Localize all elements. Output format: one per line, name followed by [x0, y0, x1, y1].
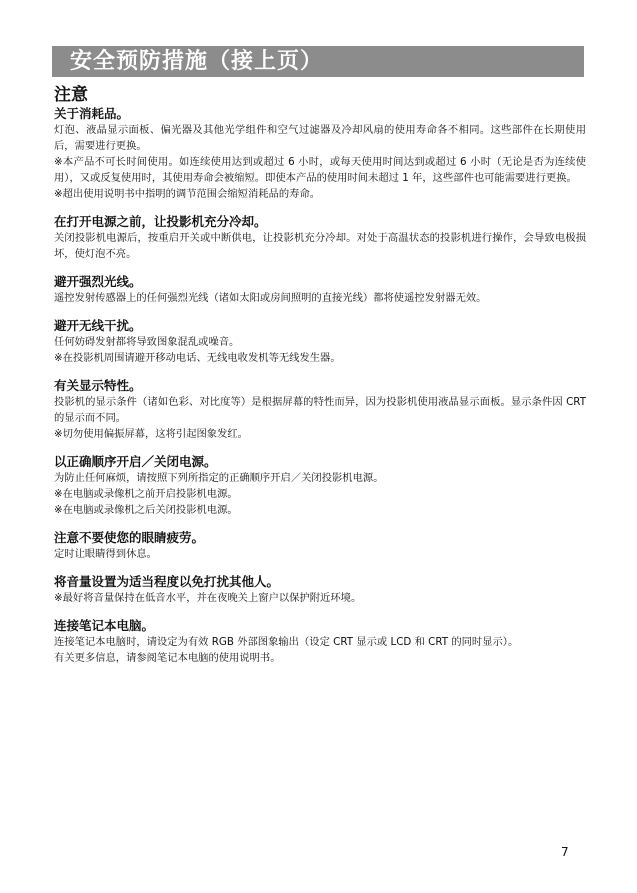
- section-eye-strain: [54, 530, 586, 562]
- paragraph: 遥控发射传感器上的任何强烈光线（诸如太阳或房间照明的直接光线）都将使遥控发射器无效。: [54, 292, 487, 304]
- section-title: 以正确顺序开启／关闭电源。: [54, 454, 217, 469]
- paragraph: ※在电脑或录像机之前开启投影机电源。: [54, 488, 238, 500]
- section-title: 连接笔记本电脑。: [54, 618, 155, 633]
- section-display-characteristics: [54, 378, 586, 442]
- note-heading: 注意: [54, 85, 88, 105]
- section-title: 避开无线干扰。: [54, 318, 142, 333]
- paragraph: ※最好将音量保持在低音水平，并在夜晚关上窗户以保护附近环境。: [54, 592, 362, 604]
- paragraph: ※超出使用说明书中指明的调节范围会缩短消耗品的寿命。: [54, 188, 321, 200]
- section-power-sequence: [54, 454, 586, 518]
- section-banner: [52, 46, 584, 77]
- paragraph: ※切勿使用偏振屏幕，这将引起图象发红。: [54, 428, 248, 440]
- section-title: 避开强烈光线。: [54, 274, 142, 289]
- section-radio-interference: [54, 318, 586, 366]
- section-cooling: [54, 214, 586, 262]
- section-strong-light: [54, 274, 586, 306]
- section-volume: [54, 574, 586, 606]
- section-title: 关于消耗品。: [54, 106, 130, 121]
- paragraph: 有关更多信息，请参阅笔记本电脑的使用说明书。: [54, 652, 281, 664]
- paragraph: 连接笔记本电脑时，请设定为有效 RGB 外部图象输出（设定 CRT 显示或 LCD 和 CRT 的同时显示）。: [54, 636, 519, 648]
- paragraph: 投影机的显示条件（诸如色彩、对比度等）是根据屏幕的特性而异，因为投影机使用液晶显示面板。显示条件因 CRT 的显示而不同。: [54, 396, 586, 424]
- paragraph: ※在电脑或录像机之后关闭投影机电源。: [54, 504, 238, 516]
- paragraph: ※在投影机周围请避开移动电话、无线电收发机等无线发生器。: [54, 352, 341, 364]
- section-notebook: [54, 618, 586, 666]
- paragraph: 为防止任何麻烦，请按照下列所指定的正确顺序开启／关闭投影机电源。: [54, 472, 384, 484]
- section-title: 注意不要使您的眼睛疲劳。: [54, 530, 205, 545]
- paragraph: ※本产品不可长时间使用。如连续使用达到或超过 6 小时，或每天使用时间达到或超过 6 小时（无论是否为连续使用），又或反复使用时，其使用寿命会被缩短。即使本产品的使用时间未超过 1 年，这些部件也可能需要进行更换。: [54, 156, 586, 184]
- section-title: 有关显示特性。: [54, 378, 142, 393]
- section-title: 将音量设置为适当程度以免打扰其他人。: [54, 574, 280, 589]
- document-body: [54, 106, 586, 678]
- banner-title: 安全预防措施（接上页）: [70, 49, 324, 74]
- paragraph: 定时让眼睛得到休息。: [54, 548, 157, 560]
- section-title: 在打开电源之前，让投影机充分冷却。: [54, 214, 267, 229]
- page-number: 7: [561, 845, 569, 859]
- paragraph: 任何妨碍发射都将导致图象混乱或噪音。: [54, 336, 240, 348]
- paragraph: 灯泡、液晶显示面板、偏光器及其他光学组件和空气过滤器及冷却风扇的使用寿命各不相同。这些部件在长期使用后，需要进行更换。: [54, 124, 586, 152]
- section-consumables: [54, 106, 586, 202]
- paragraph: 关闭投影机电源后，按重启开关或中断供电，让投影机充分冷却。对处于高温状态的投影机进行操作，会导致电极损坏，使灯泡不亮。: [54, 232, 586, 260]
